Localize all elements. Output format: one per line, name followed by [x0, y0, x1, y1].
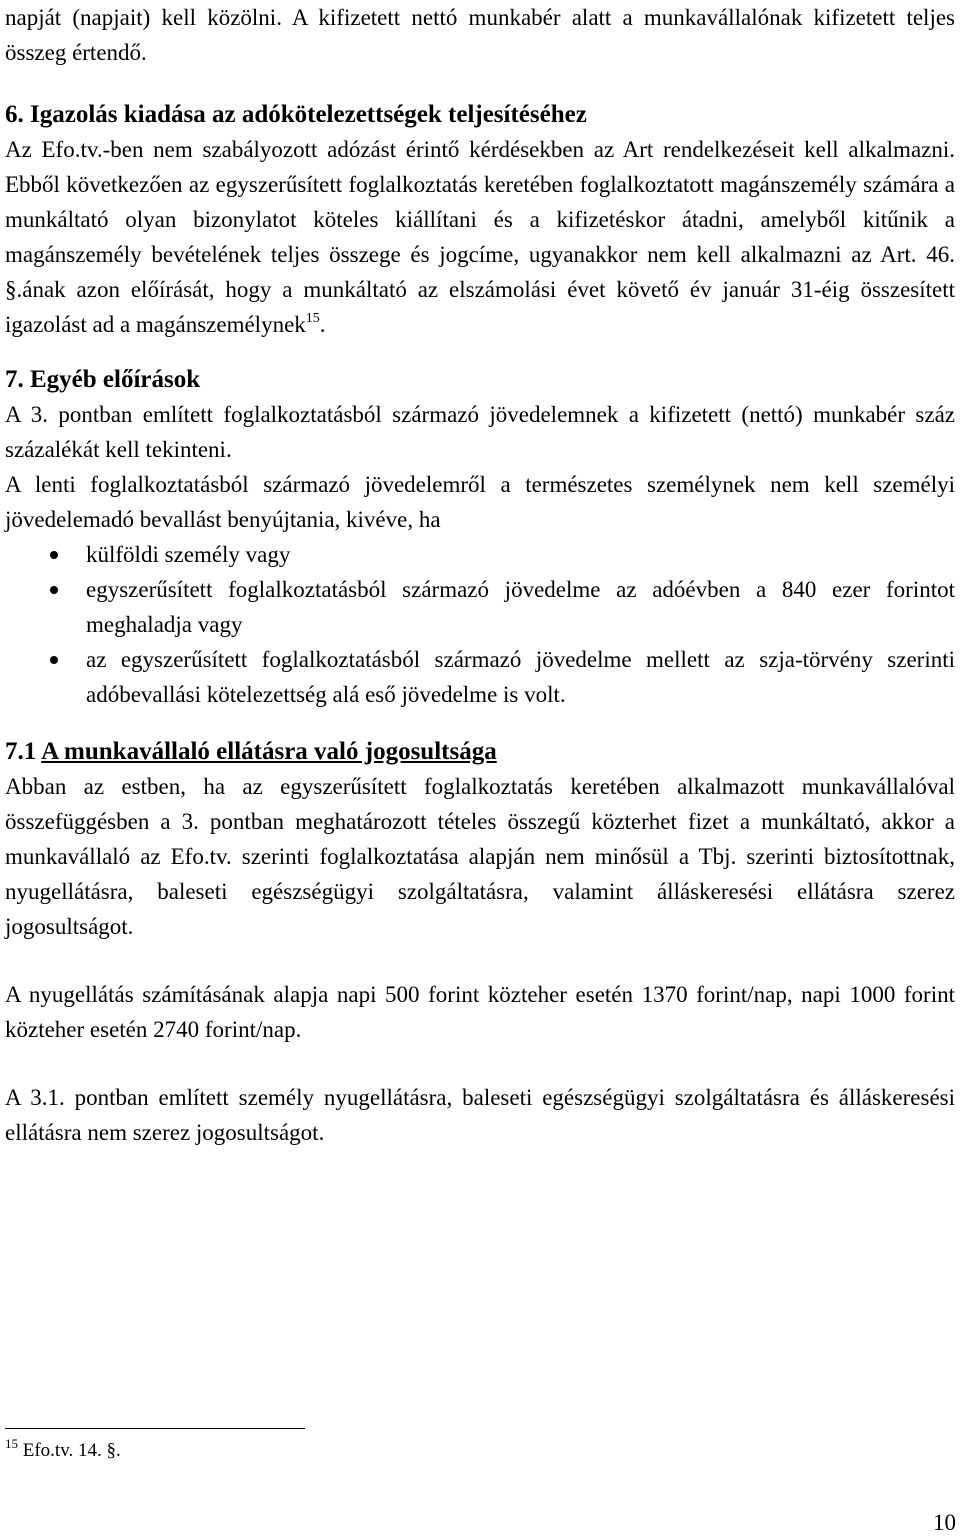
section-7-1-title: A munkavállaló ellátásra való jogosultsága — [41, 738, 497, 765]
section-7-1-paragraph-3: A 3.1. pontban említett személy nyugellátásra, baleseti egészségügyi szolgáltatásra és álláskeresési ellátásra nem szerez jogosultságot. — [5, 1085, 955, 1145]
section-7-1-heading — [5, 734, 955, 769]
section-7-1-number: 7.1 — [5, 738, 37, 765]
bullet-icon — [50, 656, 58, 664]
bullet-icon — [50, 586, 58, 594]
list-item-text: külföldi személy vagy — [86, 542, 291, 567]
footnote-number: 15 — [5, 1436, 18, 1451]
footnote-text: Efo.tv. 14. §. — [22, 1440, 121, 1461]
document-page — [5, 0, 955, 1150]
exceptions-list — [5, 537, 955, 712]
list-item-text: egyszerűsített foglalkoztatásból származó jövedelme az adóévben a 840 ezer forintot meghaladja vagy — [86, 577, 955, 637]
list-item — [5, 642, 955, 712]
list-item — [5, 572, 955, 642]
section-7-1-paragraph-2: A nyugellátás számításának alapja napi 500 forint közteher esetén 1370 forint/nap, napi 1000 forint közteher esetén 2740 forint/nap. — [5, 982, 955, 1042]
page-number: 10 — [933, 1510, 956, 1535]
list-item-text: az egyszerűsített foglalkoztatásból származó jövedelme mellett az szja-törvény szerinti adóbevallási kötelezettség alá eső jövedelme is volt. — [86, 647, 955, 707]
section-7-1-paragraph-1: Abban az estben, ha az egyszerűsített foglalkoztatás keretében alkalmazott munkavállalóval összefüggésben a 3. pontban meghatározott tételes összegű közterhet fizet a munkáltató, akkor a munkavállaló az Efo.tv. szerinti foglalkoztatása alapján nem minősül a Tbj. szerinti biztosítottnak, nyugellátásra, baleseti egészségügyi szolgáltatásra, valamint álláskeresési ellátásra szerez jogosultságot. — [5, 774, 955, 939]
section-7-paragraph-1: A 3. pontban említett foglalkoztatásból származó jövedelemnek a kifizetett (nettó) munkabér száz százalékát kell tekinteni. — [5, 402, 955, 462]
footnote-reference[interactable]: 15 — [305, 311, 320, 326]
section-7-heading: 7. Egyéb előírások — [5, 366, 201, 393]
list-item — [5, 537, 955, 572]
section-7-paragraph-2: A lenti foglalkoztatásból származó jövedelemről a természetes személynek nem kell személyi jövedelemadó bevallást benyújtania, kivéve, ha — [5, 472, 955, 532]
footnote-separator — [5, 1428, 305, 1429]
section-6-paragraph — [5, 132, 955, 342]
section-6-body: Az Efo.tv.-ben nem szabályozott adózást érintő kérdésekben az Art rendelkezéseit kell alkalmazni. Ebből következően az egyszerűsített foglalkoztatás keretében foglalkoztatott magánszemély számára a munkáltató olyan bizonylatot köteles kiállítani és a kifizetéskor átadni, amelyből kitűnik a magánszemély bevételének teljes összege és jogcíme, ugyanakkor nem kell alkalmazni az Art. 46. §.ának azon előírását, hogy a munkáltató az elszámolási évet követő év január 31-éig összesített igazolást ad a magánszemélynek — [5, 137, 955, 337]
section-6-body-end: . — [319, 312, 326, 337]
section-6-heading: 6. Igazolás kiadása az adókötelezettségek teljesítéséhez — [5, 101, 587, 128]
footnote — [5, 1438, 121, 1464]
intro-paragraph: napját (napjait) kell közölni. A kifizetett nettó munkabér alatt a munkavállalónak kifizetett teljes összeg értendő. — [5, 5, 955, 65]
bullet-icon — [50, 551, 58, 559]
